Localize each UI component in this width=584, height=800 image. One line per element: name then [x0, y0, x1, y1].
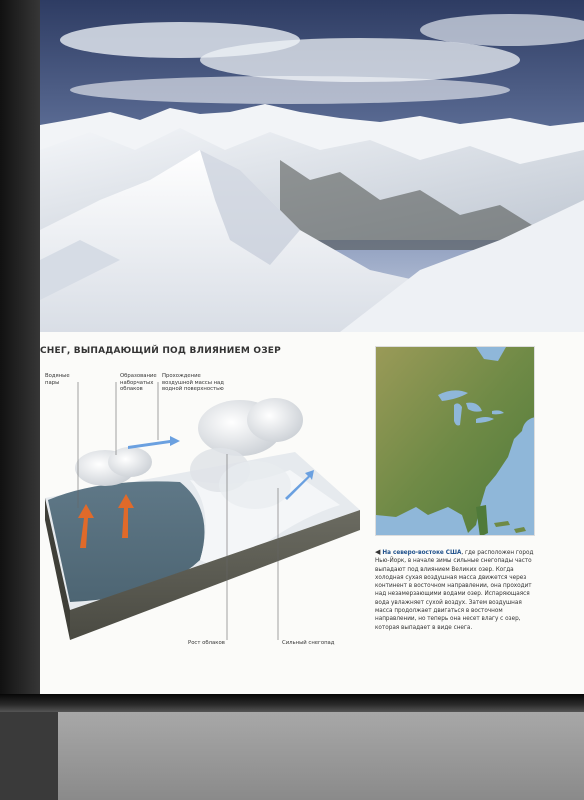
section-title: СНЕГ, ВЫПАДАЮЩИЙ ПОД ВЛИЯНИЕМ ОЗЕР [40, 346, 281, 356]
book-spine-shadow [0, 0, 44, 700]
caption-lead: На северо-востоке США [382, 550, 462, 556]
great-lakes-map [375, 346, 535, 536]
corner-shadow [0, 712, 58, 800]
mountain-photo [40, 0, 584, 332]
label-water-vapor: Водяные пары [45, 373, 70, 386]
next-page-sheet [58, 712, 584, 800]
page-bottom-edge [0, 694, 584, 712]
book-page [40, 0, 584, 694]
map-caption [375, 548, 540, 632]
label-cloud-formation: Образование наборчатых облаков [120, 373, 157, 393]
caption-text: , где расположен город Нью-Йорк, в начале зимы сильные снегопады часто выпадают под влиянием Великих озер. Когда холодная сухая воздушная масса движется через континент в восточном направлении, она проходит над незамерзающими водами озер. Испаряющаяся вода увлажняет сухой воздух. Затем воздушная масса продолжает двигаться в восточном направлении, но теперь она несет влагу с озер, которая выпадает в виде снега. [375, 550, 534, 631]
lake-effect-diagram [40, 370, 370, 670]
label-cloud-growth: Рост облаков [188, 640, 225, 646]
label-air-mass-passage: Прохождение воздушной массы над водной поверхностью [162, 373, 224, 393]
label-heavy-snow: Сильный снегопад [282, 640, 335, 646]
triangle-pointer-icon: ◀ [375, 548, 381, 556]
